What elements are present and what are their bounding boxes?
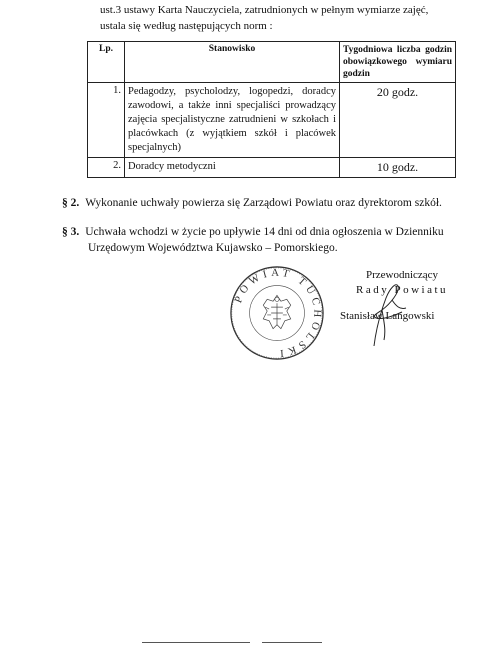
row-hours: 10 godz. [340, 158, 456, 178]
paragraph-3 [62, 224, 462, 256]
paragraph-3-sign: § 3. [62, 226, 80, 238]
paragraph-2 [62, 195, 462, 211]
header-position: Stanowisko [125, 42, 340, 83]
signature-body: Rady Powiatu [355, 284, 449, 296]
paragraph-3-continuation: Urzędowym Województwa Kujawsko – Pomorskiego. [88, 242, 338, 254]
teaching-hours-table [87, 41, 456, 178]
page-footer-rule [142, 642, 250, 643]
intro-line-2: ustala się według następujących norm : [100, 20, 273, 32]
intro-line-1: ust.3 ustawy Karta Nauczyciela, zatrudnionych w pełnym wymiarze zajęć, [100, 4, 429, 16]
header-lp: Lp. [88, 42, 125, 83]
page-footer-rule [262, 642, 322, 643]
table-row [88, 158, 456, 178]
table-row [88, 83, 456, 158]
paragraph-2-text: Wykonanie uchwały powierza się Zarządowi Powiatu oraz dyrektorom szkół. [85, 197, 442, 209]
intro-text [100, 2, 458, 34]
official-seal-stamp [228, 264, 326, 362]
signature-block [332, 268, 472, 324]
paragraph-3-text: Uchwała wchodzi w życie po upływie 14 dni od dnia ogłoszenia w Dzienniku [85, 226, 444, 238]
seal-text: POWIAT TUCHOLSKI [232, 266, 324, 360]
signature-name: Stanisław Langowski [340, 310, 435, 322]
row-position: Doradcy metodyczni [125, 158, 340, 178]
row-lp: 1. [88, 83, 125, 158]
table-header-row [88, 42, 456, 83]
header-hours: Tygodniowa liczba godzin obowiązkowego wymiaru godzin [340, 42, 456, 83]
signature-title: Przewodniczący [365, 269, 439, 281]
paragraph-2-sign: § 2. [62, 197, 80, 209]
eagle-emblem-icon [263, 295, 290, 328]
row-hours: 20 godz. [340, 83, 456, 158]
handwritten-signature-icon [346, 270, 416, 348]
row-lp: 2. [88, 158, 125, 178]
row-position: Pedagodzy, psycholodzy, logopedzi, doradcy zawodowi, a także inni specjaliści prowadzący zajęcia specjalistyczne zatrudnieni w szkołach i placówkach (z wyjątkiem szkół i placówek specjalnych) [125, 83, 340, 158]
